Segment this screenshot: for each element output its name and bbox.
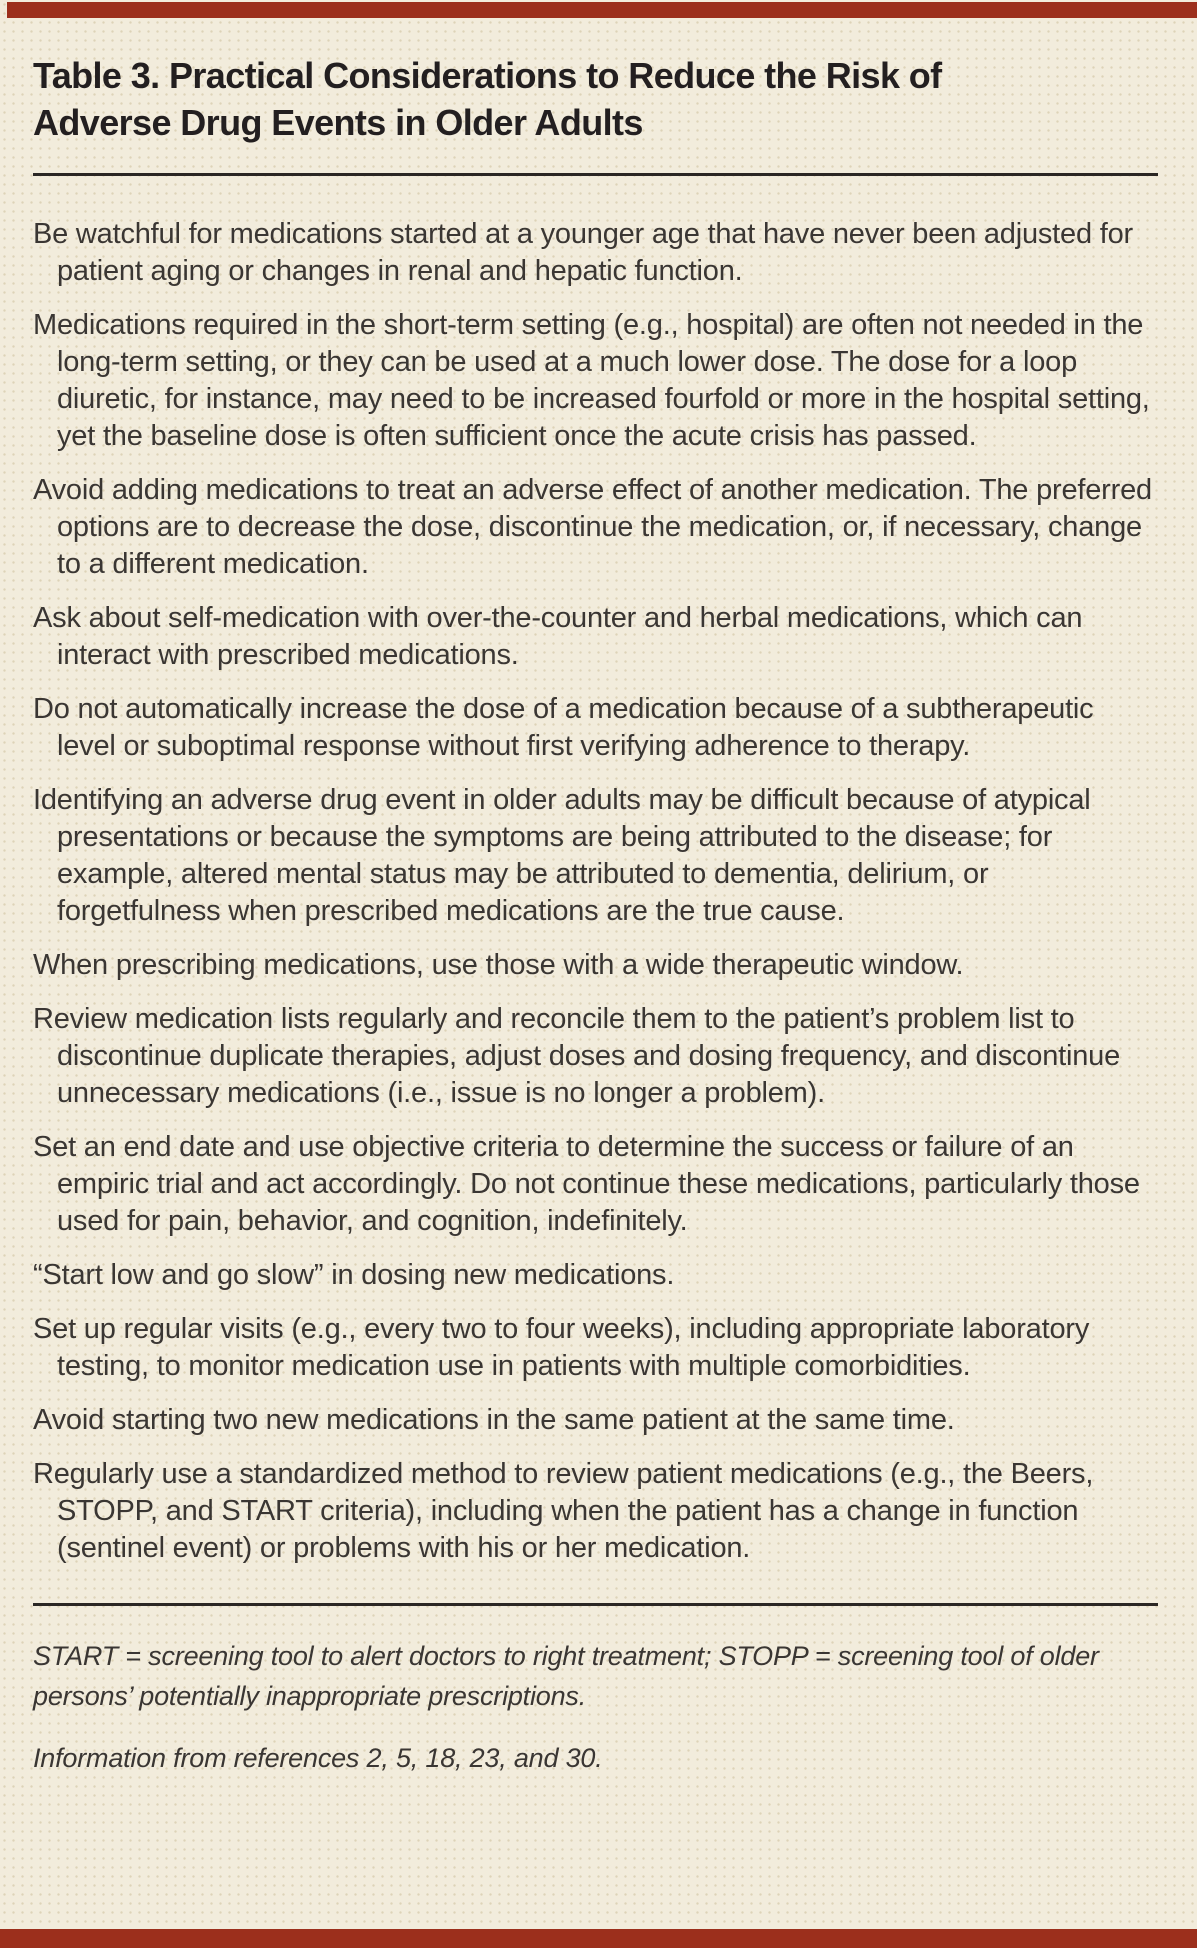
consideration-item: Set an end date and use objective criteria to determine the success or failure of an empiric trial and act accordingly. Do not continue these medications, particularly those used for pain, behavior, and cognition, indefinitely. xyxy=(33,1131,1140,1237)
top-accent-bar xyxy=(7,2,1197,18)
consideration-item: Regularly use a standardized method to review patient medications (e.g., the Beers, STOPP, and START criteria), including when the patient has a change in function (sentinel event) or problems with his or her medication. xyxy=(33,1458,1094,1564)
consideration-item: Ask about self-medication with over-the-counter and herbal medications, which can interact with prescribed medications. xyxy=(33,602,1083,671)
consideration-item: Review medication lists regularly and reconcile them to the patient’s problem list to discontinue duplicate therapies, adjust doses and dosing frequency, and discontinue unnecessary medications (i.e., issue is no longer a problem). xyxy=(33,1003,1121,1109)
consideration-item: Identifying an adverse drug event in older adults may be difficult because of atypical presentations or because the symptoms are being attributed to the disease; for example, altered mental status may be attributed to dementia, delirium, or forgetfulness when prescribed medications are the true cause. xyxy=(33,784,1091,927)
abbreviations-footnote: START = screening tool to alert doctors to right treatment; STOPP = screening tool of older persons’ potentially inappropriate prescriptions. xyxy=(33,1641,1099,1711)
table-title: Table 3. Practical Considerations to Reduce the Risk of Adverse Drug Events in Older Adults xyxy=(33,55,942,143)
consideration-item: Avoid starting two new medications in the same patient at the same time. xyxy=(33,1404,955,1436)
consideration-item: “Start low and go slow” in dosing new medications. xyxy=(33,1259,675,1291)
footnote-divider xyxy=(33,1603,1158,1606)
consideration-item: Medications required in the short-term setting (e.g., hospital) are often not needed in the long-term setting, or they can be used at a much lower dose. The dose for a loop diuretic, for instance, may need to be increased fourfold or more in the hospital setting, yet the baseline dose is often sufficient once the acute crisis has passed. xyxy=(33,309,1150,452)
consideration-item: When prescribing medications, use those with a wide therapeutic window. xyxy=(33,949,964,981)
title-divider xyxy=(33,173,1158,176)
bottom-accent-bar xyxy=(0,1929,1197,1948)
consideration-item: Do not automatically increase the dose of a medication because of a subtherapeutic level or suboptimal response without first verifying adherence to therapy. xyxy=(33,693,1094,762)
consideration-item: Set up regular visits (e.g., every two to four weeks), including appropriate laboratory testing, to monitor medication use in patients with multiple comorbidities. xyxy=(33,1313,1090,1382)
source-footnote: Information from references 2, 5, 18, 23, and 30. xyxy=(33,1743,603,1773)
considerations-list xyxy=(33,216,1158,1567)
consideration-item: Be watchful for medications started at a younger age that have never been adjusted for patient aging or changes in renal and hepatic function. xyxy=(33,218,1133,287)
consideration-item: Avoid adding medications to treat an adverse effect of another medication. The preferred options are to decrease the dose, discontinue the medication, or, if necessary, change to a different medication. xyxy=(33,474,1152,580)
